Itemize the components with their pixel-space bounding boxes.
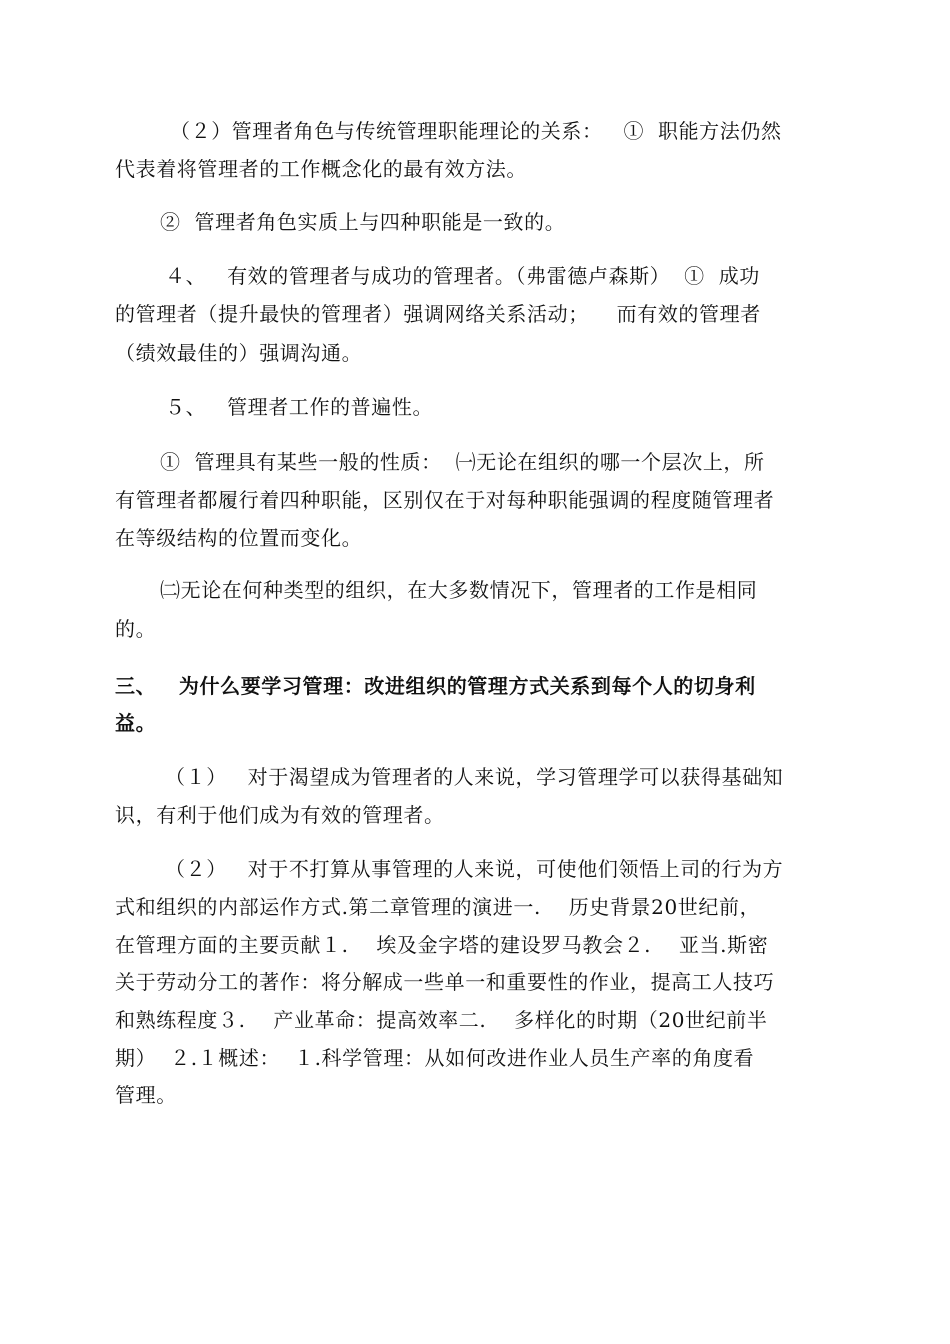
paragraph-line: 的管理者（提升最快的管理者）强调网络关系活动； 而有效的管理者 <box>115 302 761 326</box>
paragraph-line: 管理。 <box>115 1083 177 1107</box>
paragraph-line: 有管理者都履行着四种职能，区别仅在于对每种职能强调的程度随管理者 <box>115 488 775 512</box>
paragraph-line: ① 管理具有某些一般的性质： ㈠无论在组织的哪一个层次上，所 <box>160 450 765 474</box>
paragraph-line: 关于劳动分工的著作：将分解成一些单一和重要性的作业，提高工人技巧 <box>115 970 775 994</box>
paragraph-line: 在管理方面的主要贡献１. 埃及金字塔的建设罗马教会２. 亚当.斯密 <box>115 933 769 957</box>
paragraph-line: ４、 有效的管理者与成功的管理者。（弗雷德卢森斯） ① 成功 <box>165 264 760 288</box>
paragraph-line: ② 管理者角色实质上与四种职能是一致的。 <box>160 210 566 234</box>
paragraph-line: ㈡无论在何种类型的组织，在大多数情况下，管理者的工作是相同 <box>160 578 758 602</box>
paragraph-line: 识，有利于他们成为有效的管理者。 <box>115 803 445 827</box>
paragraph-line: （２） 对于不打算从事管理的人来说，可使他们领悟上司的行为方 <box>165 857 784 881</box>
paragraph-line: （绩效最佳的）强调沟通。 <box>115 341 363 365</box>
paragraph-line: 和熟练程度３. 产业革命：提高效率二. 多样化的时期（20世纪前半 <box>115 1008 768 1032</box>
paragraph-line: 的。 <box>115 617 157 641</box>
paragraph-line: （１） 对于渴望成为管理者的人来说，学习管理学可以获得基础知 <box>165 765 784 789</box>
paragraph-line: 式和组织的内部运作方式.第二章管理的演进一. 历史背景20世纪前， <box>115 895 761 919</box>
section-heading: 益。 <box>115 711 157 735</box>
paragraph-line: 在等级结构的位置而变化。 <box>115 526 363 550</box>
paragraph-line: ５、 管理者工作的普遍性。 <box>165 395 434 419</box>
paragraph-line: 期） ２.１概述： １.科学管理：从如何改进作业人员生产率的角度看 <box>115 1046 755 1070</box>
paragraph-line: （２）管理者角色与传统管理职能理论的关系： ① 职能方法仍然 <box>170 119 782 143</box>
section-heading: 三、 为什么要学习管理：改进组织的管理方式关系到每个人的切身利 <box>115 674 756 698</box>
paragraph-line: 代表着将管理者的工作概念化的最有效方法。 <box>115 157 527 181</box>
